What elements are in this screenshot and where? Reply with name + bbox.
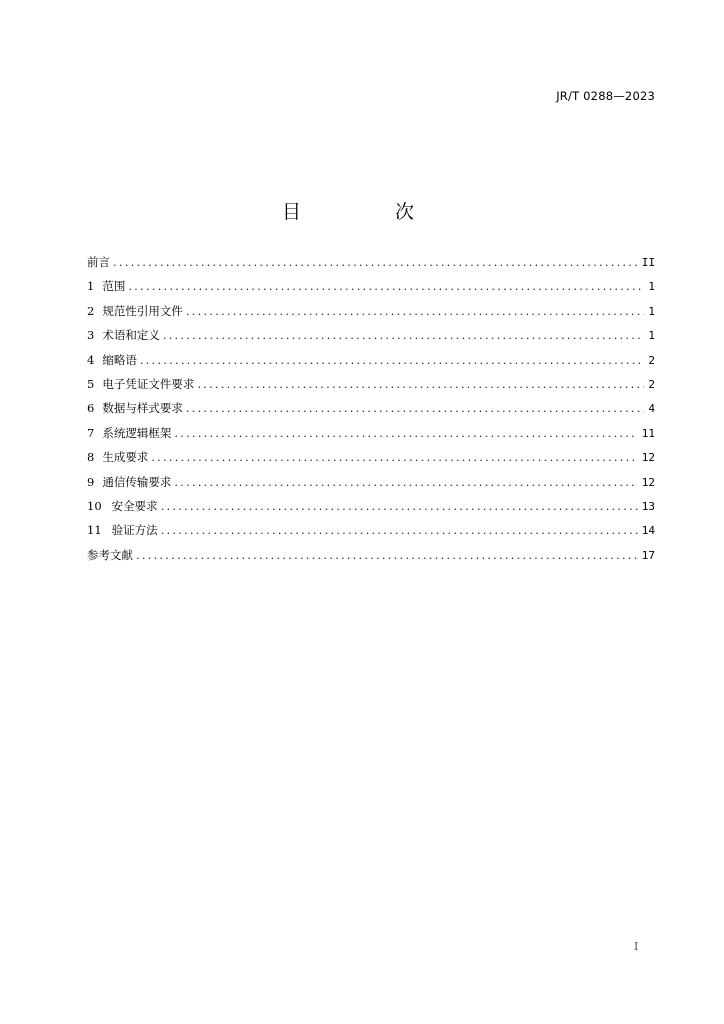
toc-entry-label: 系统逻辑框架: [102, 425, 172, 440]
toc-dot-leader: [174, 421, 637, 445]
toc-entry-label: 验证方法: [111, 523, 158, 538]
toc-entry-label: 安全要求: [111, 498, 158, 513]
toc-entry-label: 参考文献: [87, 547, 133, 562]
toc-entry-page: 17: [641, 548, 655, 562]
toc-dot-leader: [163, 323, 645, 347]
toc-entry-label: 通信传输要求: [102, 474, 172, 489]
toc-entry-page: 1: [648, 329, 655, 343]
toc-entry-page: 11: [641, 426, 655, 440]
table-of-contents: [87, 250, 655, 567]
toc-entry-number: 6: [87, 401, 95, 416]
toc-entry-label: 生成要求: [102, 450, 149, 465]
toc-dot-leader: [128, 274, 644, 298]
toc-entry-page: 2: [648, 377, 655, 391]
page-number: I: [634, 940, 639, 953]
toc-entry-number: 1: [87, 279, 95, 294]
toc-entry-foreword[interactable]: [87, 250, 655, 274]
toc-entry-page: 13: [641, 499, 655, 513]
toc-entry-label: 电子凭证文件要求: [102, 376, 195, 391]
toc-dot-leader: [140, 348, 645, 372]
toc-entry-page: 14: [641, 524, 655, 538]
toc-entry-number: 3: [87, 328, 95, 343]
toc-entry-4[interactable]: [87, 348, 655, 372]
toc-entry-2[interactable]: [87, 299, 655, 323]
toc-entry-number: 9: [87, 474, 95, 489]
toc-dot-leader: [186, 396, 645, 420]
toc-entry-number: 5: [87, 376, 95, 391]
toc-entry-label: 前言: [87, 255, 110, 269]
toc-entry-number: 4: [87, 352, 95, 367]
toc-dot-leader: [186, 299, 645, 323]
toc-dot-leader: [136, 543, 638, 567]
toc-entry-number: 7: [87, 425, 95, 440]
toc-entry-number: 10: [87, 498, 102, 513]
toc-dot-leader: [161, 518, 638, 542]
toc-entry-5[interactable]: [87, 372, 655, 396]
toc-dot-leader: [113, 250, 638, 274]
toc-entry-page: 2: [648, 353, 655, 367]
toc-entry-7[interactable]: [87, 421, 655, 445]
toc-entry-number: 2: [87, 303, 95, 318]
toc-entry-bibliography[interactable]: [87, 543, 655, 567]
toc-entry-label: 术语和定义: [102, 328, 160, 343]
toc-entry-11[interactable]: [87, 518, 655, 542]
toc-entry-page: 12: [641, 451, 655, 465]
toc-entry-3[interactable]: [87, 323, 655, 347]
toc-dot-leader: [161, 494, 638, 518]
document-code: JR/T 0288—2023: [556, 89, 655, 103]
toc-entry-page: 12: [641, 475, 655, 489]
toc-dot-leader: [174, 470, 637, 494]
toc-entry-number: 8: [87, 450, 95, 465]
toc-entry-page: 4: [648, 402, 655, 416]
toc-entry-page: 1: [648, 280, 655, 294]
page-title: 目 次: [281, 201, 459, 223]
toc-entry-page: II: [641, 256, 655, 269]
toc-entry-9[interactable]: [87, 470, 655, 494]
toc-entry-label: 规范性引用文件: [102, 303, 183, 318]
toc-dot-leader: [151, 445, 637, 469]
toc-dot-leader: [197, 372, 644, 396]
toc-entry-page: 1: [648, 304, 655, 318]
toc-entry-number: 11: [87, 523, 102, 538]
toc-entry-label: 数据与样式要求: [102, 401, 183, 416]
toc-entry-8[interactable]: [87, 445, 655, 469]
toc-entry-6[interactable]: [87, 396, 655, 420]
toc-entry-1[interactable]: [87, 274, 655, 298]
toc-entry-10[interactable]: [87, 494, 655, 518]
toc-entry-label: 范围: [102, 279, 126, 294]
toc-entry-label: 缩略语: [102, 352, 137, 367]
